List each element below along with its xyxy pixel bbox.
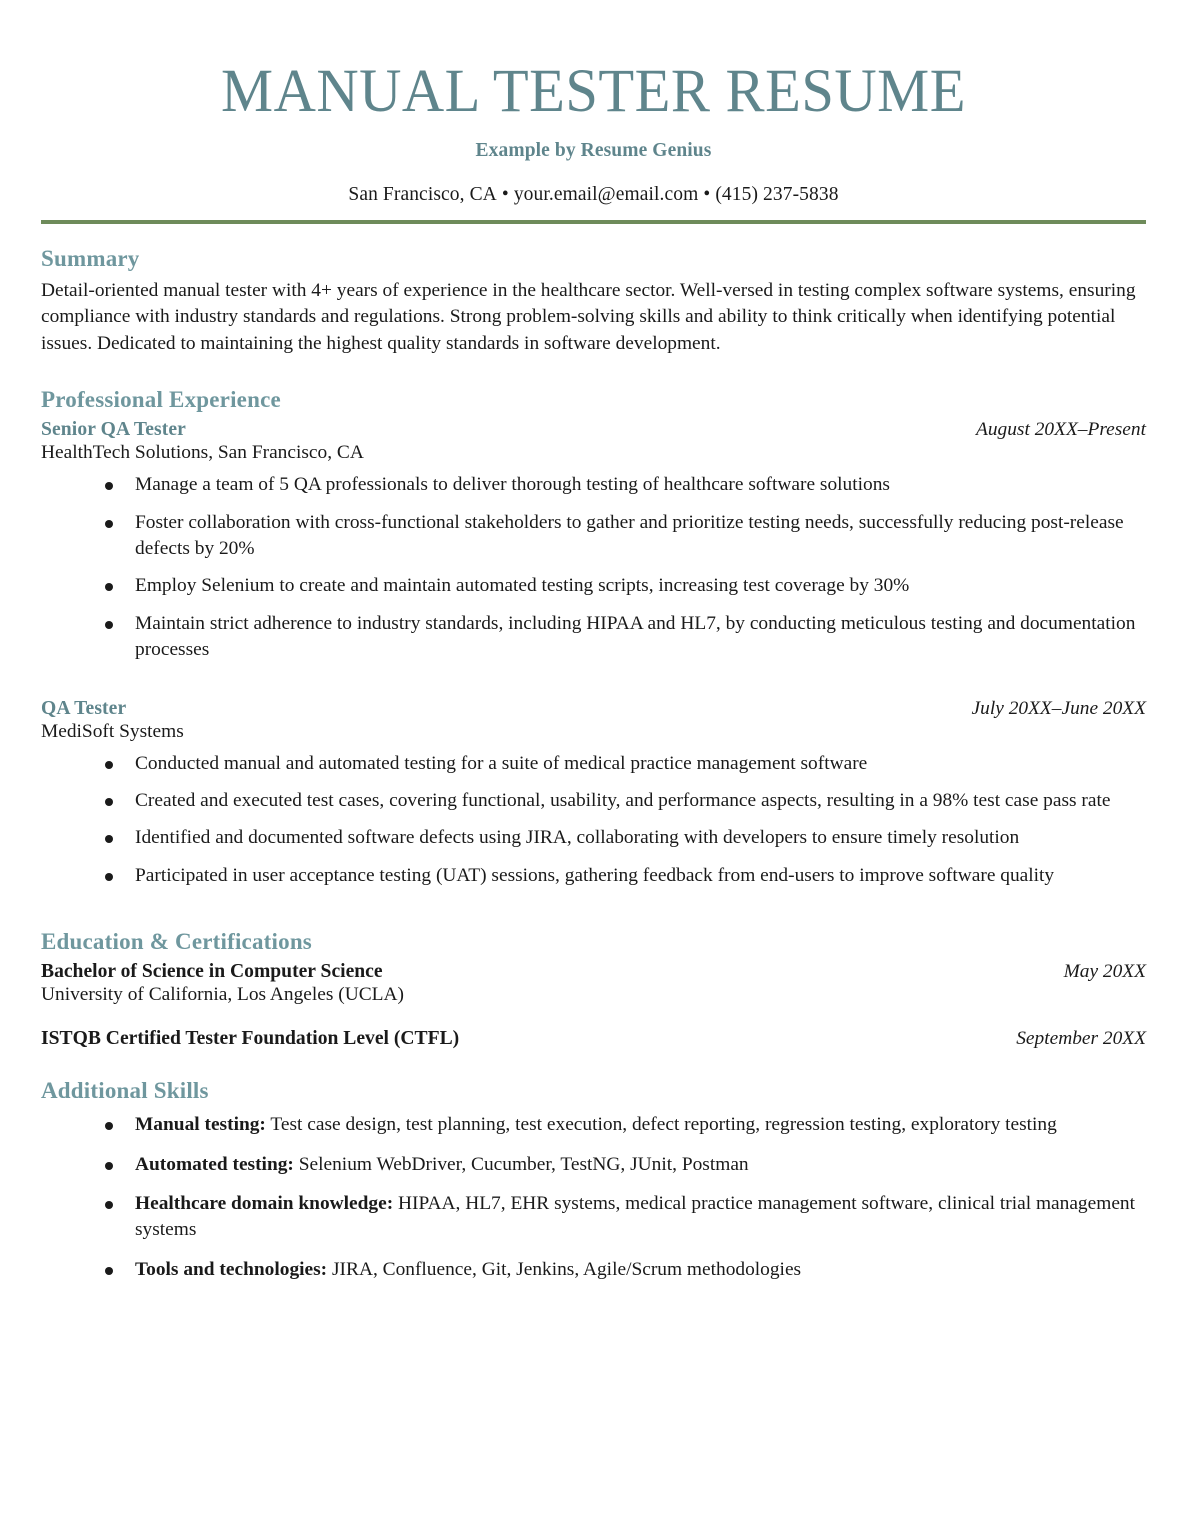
section-education (41, 929, 1146, 1050)
experience-entry (41, 419, 1146, 663)
job-title: QA Tester (41, 697, 127, 719)
job-bullet-list (41, 472, 1146, 663)
list-item: Identified and documented software defects using JIRA, collaborating with developers to ensure timely resolution (41, 825, 1146, 851)
section-experience (41, 387, 1146, 889)
summary-text: Detail-oriented manual tester with 4+ years of experience in the healthcare sector. Well-versed in testing complex software systems, ensuring compliance with industry standards and regulations. Strong problem-solving skills and ability to think critically when identifying potential issues. Dedicated to maintaining the highest quality standards in software development. (41, 280, 1136, 354)
degree-school: University of California, Los Angeles (UCLA) (41, 984, 404, 1006)
education-entry-header (41, 961, 1146, 983)
skill-label: Healthcare domain knowledge: (135, 1192, 394, 1214)
contact-line (41, 184, 1146, 206)
list-item: Created and executed test cases, covering functional, usability, and performance aspects, resulting in a 98% test case pass rate (41, 788, 1146, 814)
certification-title: ISTQB Certified Tester Foundation Level (CTFL) (41, 1028, 460, 1050)
list-item (41, 1112, 1146, 1138)
list-item: Participated in user acceptance testing (UAT) sessions, gathering feedback from end-users to improve software quality (41, 863, 1146, 889)
list-item: Conducted manual and automated testing for a suite of medical practice management software (41, 751, 1146, 777)
contact-separator-icon: • (501, 184, 509, 206)
skill-text: HIPAA, HL7, EHR systems, medical practice management software, clinical trial management systems (135, 1192, 1136, 1241)
job-date: July 20XX–June 20XX (971, 697, 1146, 719)
certification-date: September 20XX (1016, 1028, 1146, 1050)
job-bullet-list (41, 751, 1146, 890)
section-heading-skills: Additional Skills (41, 1078, 209, 1104)
degree-title: Bachelor of Science in Computer Science (41, 961, 383, 983)
job-title: Senior QA Tester (41, 419, 186, 441)
job-organization: MediSoft Systems (41, 720, 184, 742)
page-title: MANUAL TESTER RESUME (221, 58, 966, 125)
job-date: August 20XX–Present (976, 419, 1146, 441)
experience-entry-header (41, 698, 1146, 720)
job-organization: HealthTech Solutions, San Francisco, CA (41, 442, 364, 464)
skills-bullet-list (41, 1112, 1146, 1283)
section-skills (41, 1078, 1146, 1283)
education-entry-header (41, 1028, 1146, 1050)
contact-separator-icon: • (703, 184, 711, 206)
skill-label: Tools and technologies: (135, 1258, 328, 1280)
list-item (41, 1152, 1146, 1178)
experience-entry-header (41, 419, 1146, 441)
list-item: Employ Selenium to create and maintain automated testing scripts, increasing test coverage by 30% (41, 573, 1146, 599)
skill-label: Automated testing: (135, 1153, 294, 1175)
skill-text: Test case design, test planning, test execution, defect reporting, regression testing, exploratory testing (265, 1114, 1057, 1136)
list-item (41, 1257, 1146, 1283)
resume-subtitle: Example by Resume Genius (475, 140, 712, 162)
list-item: Foster collaboration with cross-functional stakeholders to gather and prioritize testing needs, successfully reducing post-release defects by 20% (41, 510, 1146, 563)
section-heading-education: Education & Certifications (41, 929, 312, 955)
degree-date: May 20XX (1063, 961, 1146, 983)
contact-email[interactable]: your.email@email.com (513, 184, 699, 206)
skill-text: Selenium WebDriver, Cucumber, TestNG, JUnit, Postman (293, 1153, 749, 1175)
list-item: Maintain strict adherence to industry standards, including HIPAA and HL7, by conducting meticulous testing and documentation processes (41, 611, 1146, 664)
experience-entry (41, 698, 1146, 890)
section-heading-summary: Summary (41, 246, 140, 272)
list-item: Manage a team of 5 QA professionals to deliver thorough testing of healthcare software solutions (41, 472, 1146, 498)
list-item (41, 1191, 1146, 1244)
education-entry (41, 961, 1146, 1006)
section-summary (41, 246, 1146, 357)
contact-phone: (415) 237-5838 (715, 184, 839, 206)
header-divider (41, 220, 1146, 224)
section-heading-experience: Professional Experience (41, 387, 281, 413)
skill-text: JIRA, Confluence, Git, Jenkins, Agile/Scrum methodologies (327, 1258, 802, 1280)
skill-label: Manual testing: (135, 1114, 266, 1136)
contact-location: San Francisco, CA (348, 184, 497, 206)
education-entry (41, 1028, 1146, 1050)
resume-header (41, 0, 1146, 206)
